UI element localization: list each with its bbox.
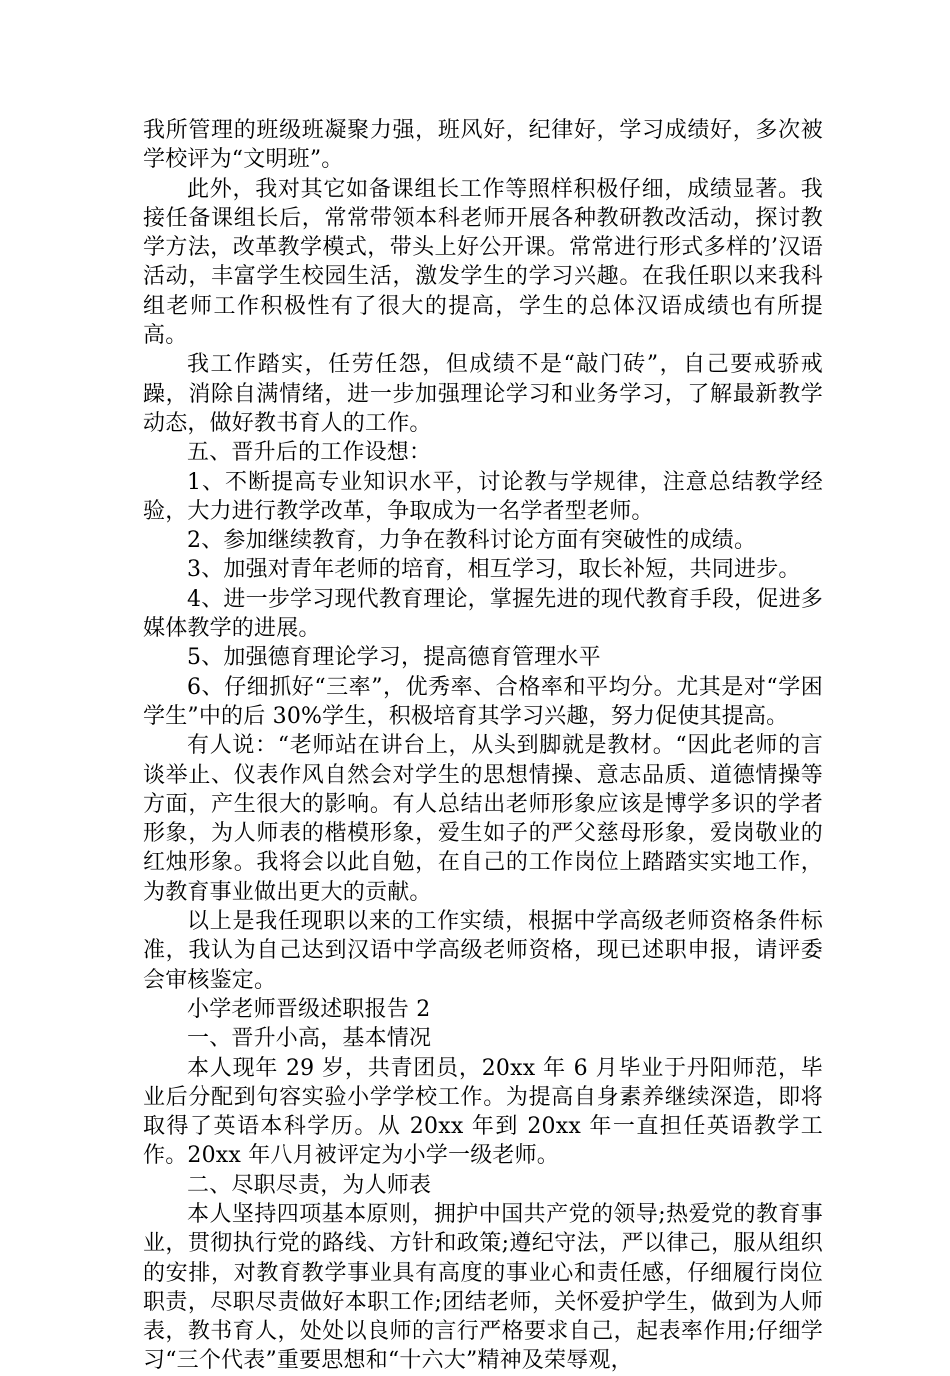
list-item-3: 3、加强对青年老师的培育，相互学习，取长补短，共同进步。	[187, 557, 801, 583]
list-item-1: 1、不断提高专业知识水平，讨论教与学规律，注意总结教学经验，大力进行教学改革，争取成为一名学者型老师。	[143, 469, 823, 524]
list-item-5: 5、加强德育理论学习，提高德育管理水平	[187, 645, 601, 671]
paragraph-basic-info: 本人现年 29 岁，共青团员，20xx 年 6 月毕业于丹阳师范，毕业后分配到句容实验小学学校工作。为提高自身素养继续深造，即将取得了英语本科学历。从 20xx 年到 20xx 年一直担任英语教学工作。20xx 年八月被评定为小学一级老师。	[143, 1055, 823, 1169]
report-2-title: 小学老师晋级述职报告 2	[187, 996, 431, 1022]
section-heading-1: 一、晋升小高，基本情况	[187, 1026, 432, 1052]
paragraph-1: 我所管理的班级班凝聚力强，班风好，纪律好，学习成绩好，多次被学校评为“文明班”。	[143, 118, 823, 173]
section-heading-5: 五、晋升后的工作设想：	[187, 440, 432, 466]
paragraph-2: 此外，我对其它如备课组长工作等照样积极仔细，成绩显著。我接任备课组长后，常常带领本科老师开展各种教研教改活动，探讨教学方法，改革教学模式，带头上好公开课。常常进行形式多样的’汉语活动，丰富学生校园生活，激发学生的学习兴趣。在我任职以来我科组老师工作积极性有了很大的提高，学生的总体汉语成绩也有所提高。	[143, 176, 823, 349]
paragraph-conclusion: 以上是我任现职以来的工作实绩，根据中学高级老师资格条件标准，我认为自己达到汉语中学高级老师资格，现已述职申报，请评委会审核鉴定。	[143, 909, 823, 993]
paragraph-3: 我工作踏实，任劳任怨，但成绩不是“敲门砖”，自己要戒骄戒躁，消除自满情绪，进一步加强理论学习和业务学习，了解最新教学动态，做好教书育人的工作。	[143, 352, 823, 436]
paragraph-duty: 本人坚持四项基本原则，拥护中国共产党的领导;热爱党的教育事业，贯彻执行党的路线、方针和政策;遵纪守法，严以律己，服从组织的安排，对教育教学事业具有高度的事业心和责任感，仔细履行岗位职责，尽职尽责做好本职工作;团结老师，关怀爱护学生，做到为人师表，教书育人，处处以良师的言行严格要求自己，起表率作用;仔细学习“三个代表”重要思想和“十六大”精神及荣辱观，	[143, 1201, 823, 1374]
list-item-4: 4、进一步学习现代教育理论，掌握先进的现代教育手段，促进多媒体教学的进展。	[143, 586, 823, 642]
document-page	[143, 116, 823, 1376]
list-item-6: 6、仔细抓好“三率”，优秀率、合格率和平均分。尤其是对“学困学生”中的后 30%学生，积极培育其学习兴趣，努力促使其提高。	[143, 674, 823, 729]
section-heading-2: 二、尽职尽责，为人师表	[187, 1172, 432, 1198]
list-item-2: 2、参加继续教育，力争在教科讨论方面有突破性的成绩。	[187, 528, 757, 554]
paragraph-quote: 有人说：“老师站在讲台上，从头到脚就是教材。“因此老师的言谈举止、仪表作风自然会对学生的思想情操、意志品质、道德情操等方面，产生很大的影响。有人总结出老师形象应该是博学多识的学者形象，为人师表的楷模形象，爱生如子的严父慈母形象，爱岗敬业的红烛形象。我将会以此自勉，在自己的工作岗位上踏踏实实地工作，为教育事业做出更大的贡献。	[143, 733, 823, 905]
